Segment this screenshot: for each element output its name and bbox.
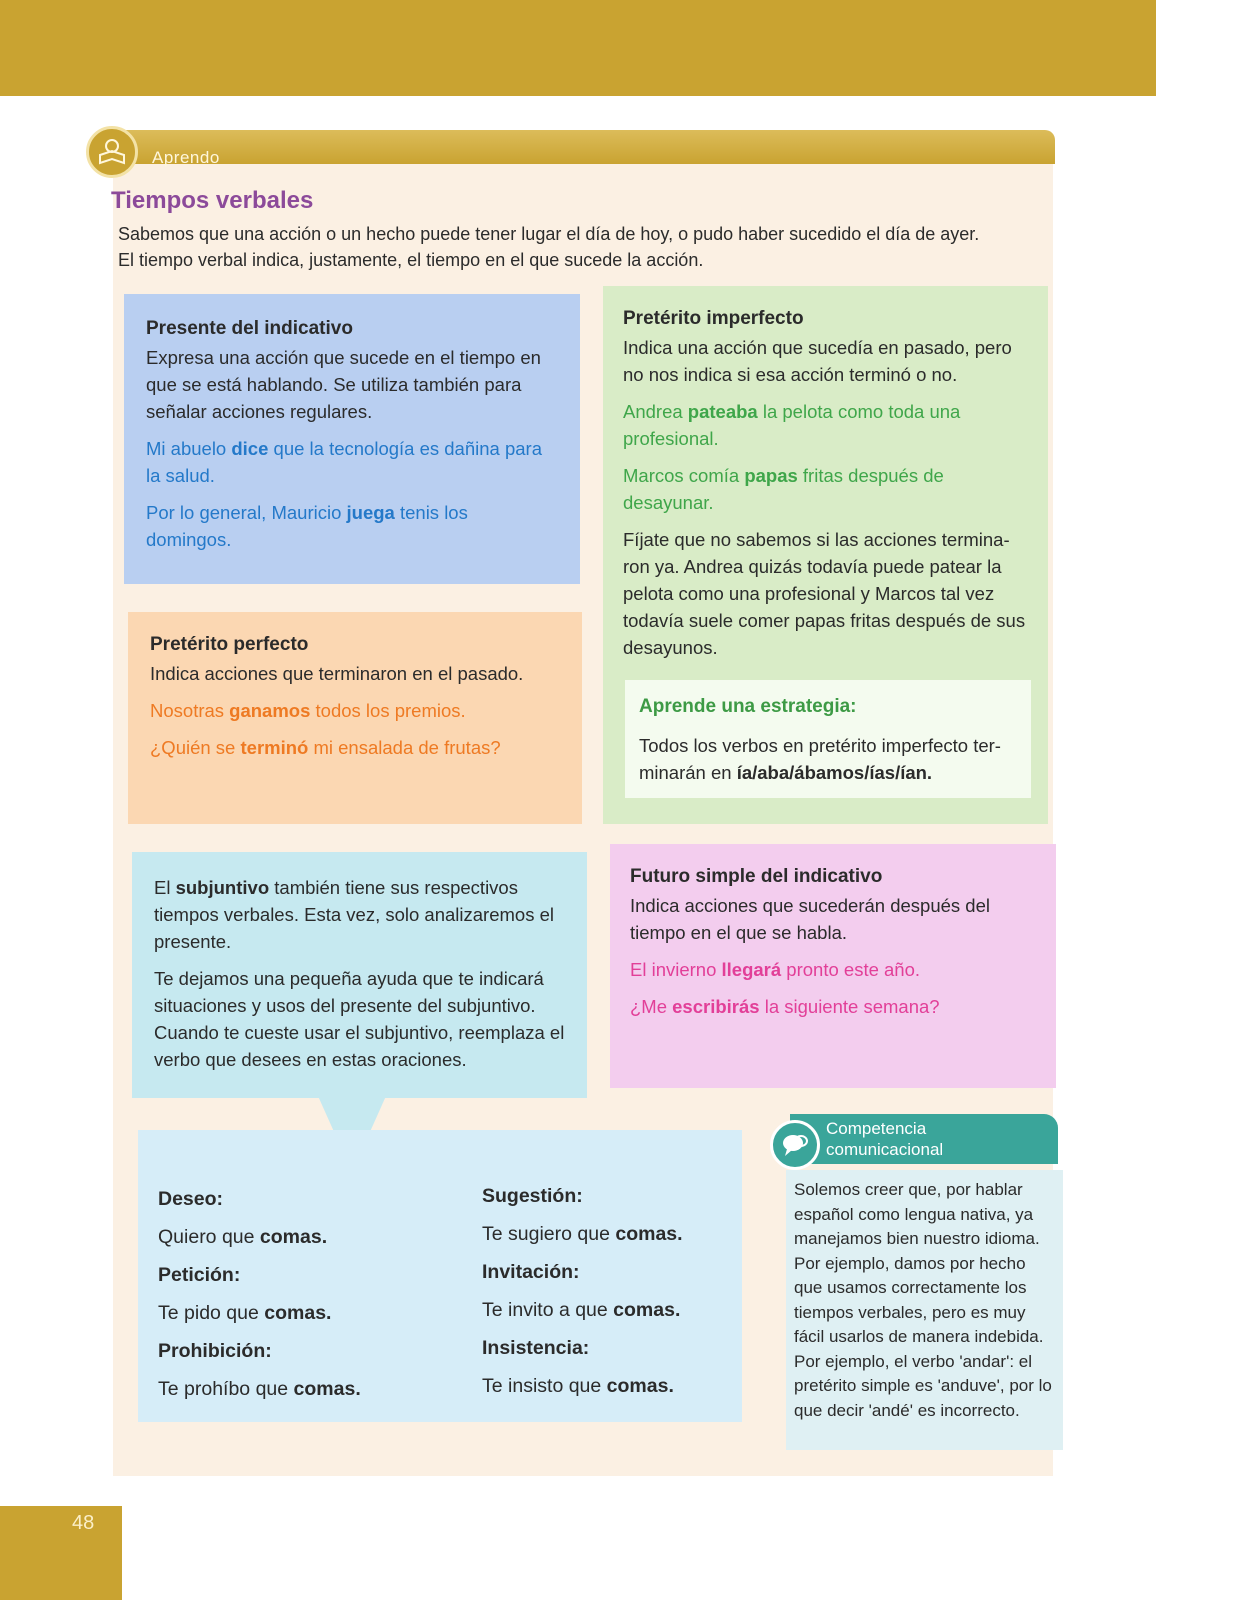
presente-indicativo-box (124, 294, 580, 584)
usage-example-invitacion: Te invito a que comas. (482, 1299, 681, 1321)
usage-example-prohibicion: Te prohíbo que comas. (158, 1378, 361, 1400)
perfecto-example-1: Nosotras ganamos todos los premios. (150, 700, 466, 721)
aprendo-banner (122, 130, 1055, 164)
subjuntivo-box (132, 852, 587, 1098)
page-number-tab (0, 1506, 122, 1600)
futuro-example-2: ¿Me escribirás la siguiente semana? (630, 996, 940, 1017)
intro-line-1: Sabemos que una acción o un hecho puede tener lugar el día de hoy, o pudo haber sucedido el día de ayer. (118, 224, 980, 244)
speech-bubbles-icon (770, 1120, 820, 1170)
imperfecto-title: Pretérito imperfecto (623, 308, 804, 329)
section-label: Aprendo (152, 148, 220, 167)
subjuntivo-paragraph-1: El subjuntivo también tiene sus respectivos tiempos verbales. Esta vez, solo analizaremos el presente. (154, 877, 554, 952)
top-header-bar (0, 0, 1156, 96)
imperfecto-note: Fíjate que no sabemos si las acciones termina-ron ya. Andrea quizás todavía puede patear la pelota como una profesional y Marcos tal vez todavía suele comer papas fritas después de sus desayunos. (623, 529, 1026, 658)
subjuntivo-usage-box (138, 1130, 742, 1422)
futuro-simple-box (610, 844, 1056, 1088)
futuro-description: Indica acciones que sucederán después del tiempo en el que se habla. (630, 895, 990, 943)
usage-example-sugestion: Te sugiero que comas. (482, 1223, 683, 1245)
usage-example-peticion: Te pido que comas. (158, 1302, 332, 1324)
usage-label-peticion: Petición: (158, 1264, 241, 1286)
perfecto-example-2: ¿Quién se terminó mi ensalada de frutas? (150, 737, 501, 758)
usage-example-insistencia: Te insisto que comas. (482, 1375, 674, 1397)
reading-student-icon (86, 126, 138, 178)
usage-label-deseo: Deseo: (158, 1188, 224, 1210)
intro-line-2: El tiempo verbal indica, justamente, el tiempo en el que sucede la acción. (118, 250, 704, 270)
presente-description: Expresa una acción que sucede en el tiempo en que se está hablando. Se utiliza también para señalar acciones regulares. (146, 347, 541, 422)
usage-label-sugestion: Sugestión: (482, 1185, 583, 1207)
competencia-title: Competencia comunicacional (826, 1119, 944, 1159)
page-title: Tiempos verbales (111, 187, 314, 214)
page-number: 48 (72, 1512, 95, 1534)
competencia-panel (786, 1170, 1063, 1450)
futuro-title: Futuro simple del indicativo (630, 866, 883, 887)
presente-title: Presente del indicativo (146, 318, 353, 339)
presente-example-2: Por lo general, Mauricio juega tenis los domingos. (146, 502, 468, 550)
imperfecto-example-2: Marcos comía papas fritas después de desayunar. (623, 465, 944, 513)
preterito-perfecto-box (128, 612, 582, 824)
imperfecto-description: Indica una acción que sucedía en pasado, pero no nos indica si esa acción terminó o no. (623, 337, 1012, 385)
usage-example-deseo: Quiero que comas. (158, 1226, 328, 1248)
usage-label-prohibicion: Prohibición: (158, 1340, 272, 1362)
strategy-title: Aprende una estrategia: (639, 696, 857, 717)
presente-example-1: Mi abuelo dice que la tecnología es dañina para la salud. (146, 438, 542, 486)
perfecto-description: Indica acciones que terminaron en el pasado. (150, 663, 524, 684)
usage-label-invitacion: Invitación: (482, 1261, 580, 1283)
perfecto-title: Pretérito perfecto (150, 634, 309, 655)
subjuntivo-paragraph-2: Te dejamos una pequeña ayuda que te indicará situaciones y usos del presente del subjuntivo. Cuando te cueste usar el subjuntivo, reemplaza el verbo que desees en estas oraciones. (154, 968, 565, 1070)
futuro-example-1: El invierno llegará pronto este año. (630, 959, 921, 980)
strategy-box (625, 680, 1031, 798)
usage-label-insistencia: Insistencia: (482, 1337, 590, 1359)
competencia-text: Solemos creer que, por hablar español como lengua nativa, ya manejamos bien nuestro idioma. Por ejemplo, damos por hecho que usamos correctamente los tiempos verbales, pero es muy fácil usarlos de manera indebida. Por ejemplo, el verbo 'andar': el pretérito simple es 'anduve', por lo que decir 'andé' es incorrecto. (794, 1180, 1052, 1420)
imperfecto-example-1: Andrea pateaba la pelota como toda una profesional. (623, 401, 961, 449)
strategy-text: Todos los verbos en pretérito imperfecto ter-minarán en ía/aba/ábamos/ías/ían. (639, 735, 1001, 783)
